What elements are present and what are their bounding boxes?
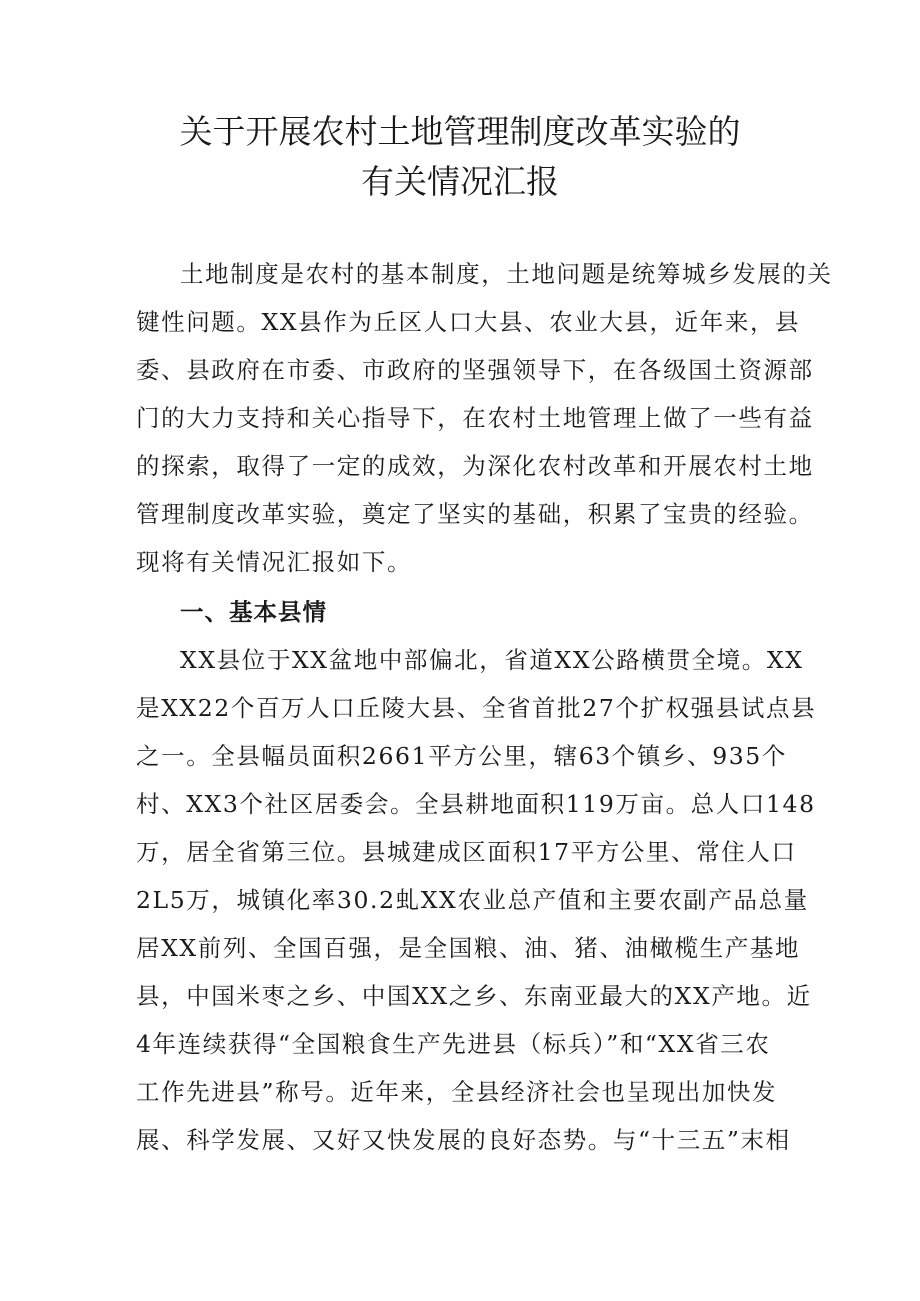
paragraph-2-line-9: 4年连续获得“全国粮食生产先进县（标兵）”和“XX省三农 [136, 1030, 771, 1058]
paragraph-1-line-2: 键性问题。XX县作为丘区人口大县、农业大县，近年来，县 [136, 308, 801, 336]
paragraph-2-line-1: XX县位于XX盆地中部偏北，省道XX公路横贯全境。XX [180, 646, 804, 674]
paragraph-1-line-1: 土地制度是农村的基本制度，土地问题是统筹城乡发展的关 [180, 260, 833, 288]
paragraph-1-line-7: 现将有关情况汇报如下。 [136, 548, 413, 576]
paragraph-2-line-8: 县，中国米枣之乡、中国XX之乡、东南亚最大的XX产地。近 [136, 982, 812, 1010]
paragraph-2-line-5: 万，居全省第三位。县城建成区面积17平方公里、常住人口 [136, 838, 797, 866]
paragraph-2-line-3: 之一。全县幅员面积2661平方公里，辖63个镇乡、935个 [136, 742, 787, 770]
paragraph-2-line-11: 展、科学发展、又好又快发展的良好态势。与“十三五”末相 [136, 1126, 791, 1154]
document-title-line-1: 关于开展农村土地管理制度改革实验的 [179, 112, 741, 151]
paragraph-1-line-5: 的探索，取得了一定的成效，为深化农村改革和开展农村土地 [136, 452, 814, 480]
paragraph-2-line-7: 居XX前列、全国百强，是全国粮、油、猪、油橄榄生产基地 [136, 934, 801, 962]
section-heading-basic-county-info: 一、基本县情 [180, 598, 327, 626]
paragraph-2-line-4: 村、XX3个社区居委会。全县耕地面积119万亩。总人口148 [136, 790, 816, 818]
document-title-line-2: 有关情况汇报 [361, 162, 559, 201]
paragraph-2-line-2: 是XX22个百万人口丘陵大县、全省首批27个扩权强县试点县 [136, 694, 817, 722]
paragraph-1-line-6: 管理制度改革实验，奠定了坚实的基础，积累了宝贵的经验。 [136, 500, 814, 528]
paragraph-1-line-4: 门的大力支持和关心指导下，在农村土地管理上做了一些有益 [136, 404, 814, 432]
paragraph-2-line-6: 2L5万，城镇化率30.2虬XX农业总产值和主要农副产品总量 [136, 886, 809, 914]
paragraph-2-line-10: 工作先进县”称号。近年来，全县经济社会也呈现出加快发 [136, 1078, 778, 1106]
paragraph-1-line-3: 委、县政府在市委、市政府的坚强领导下，在各级国土资源部 [136, 356, 814, 384]
